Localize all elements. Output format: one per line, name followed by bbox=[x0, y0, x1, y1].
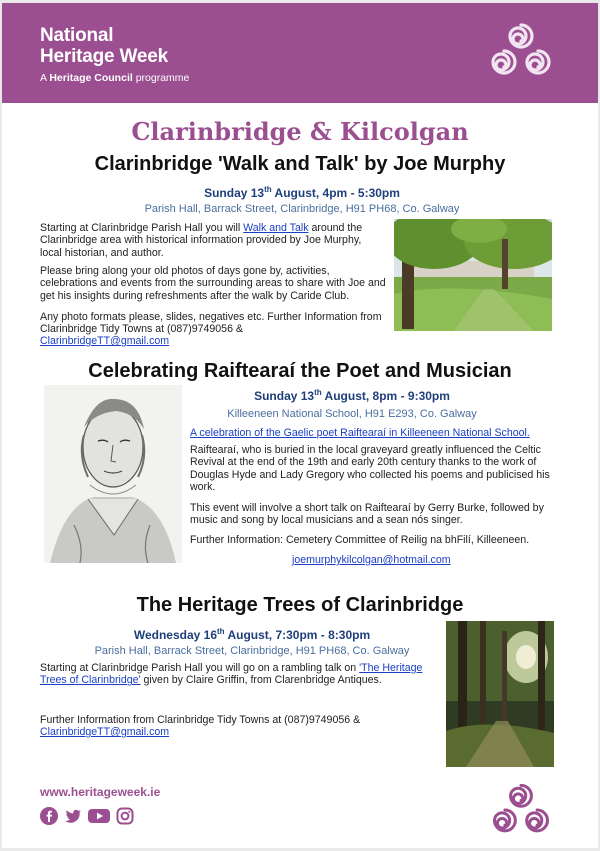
event-2-paragraph-3: Further Information: Cemetery Committee of Reilig na bhFilí, Killeeneen. bbox=[190, 534, 530, 546]
event-3-date bbox=[102, 627, 402, 642]
event-3-day-sup: th bbox=[217, 627, 225, 636]
event-2-email-link[interactable]: joemurphykilcolgan@hotmail.com bbox=[292, 554, 451, 566]
header-banner bbox=[2, 3, 598, 103]
brand-tagline bbox=[40, 72, 189, 84]
facebook-icon[interactable] bbox=[40, 807, 58, 825]
brand-line-1: National bbox=[40, 25, 114, 46]
youtube-icon[interactable] bbox=[88, 807, 110, 825]
twitter-icon[interactable] bbox=[64, 807, 82, 825]
event-1-p1-b: around the Clarinbridge area with historical information provided by Joe Murphy, local historian, and author. bbox=[40, 222, 363, 259]
event-3-p1-a: Starting at Clarinbridge Parish Hall you will go on a rambling talk on bbox=[40, 662, 360, 674]
event-1-time: August, 4pm - 5:30pm bbox=[271, 186, 400, 200]
event-3-time: August, 7:30pm - 8:30pm bbox=[224, 628, 371, 642]
footer-triple-spiral-icon bbox=[486, 781, 556, 839]
event-1-title: Clarinbridge 'Walk and Talk' by Joe Murphy bbox=[94, 153, 506, 175]
event-2-time: August, 8pm - 9:30pm bbox=[321, 389, 450, 403]
event-3-email-link[interactable]: ClarinbridgeTT@gmail.com bbox=[40, 726, 170, 738]
event-1-paragraph-1 bbox=[40, 222, 386, 259]
event-1-day-sup: th bbox=[264, 185, 272, 194]
tag-prefix: A bbox=[40, 72, 50, 84]
flyer-page bbox=[2, 3, 598, 848]
event-1-day: Sunday 13 bbox=[204, 186, 265, 200]
event-1-email-link[interactable]: ClarinbridgeTT@gmail.com bbox=[40, 335, 170, 347]
event-2-title: Celebrating Raiftearaí the Poet and Musician bbox=[88, 360, 512, 382]
event-1-p1-a: Starting at Clarinbridge Parish Hall you will bbox=[40, 222, 244, 234]
event-1-date bbox=[152, 185, 452, 200]
event-1-paragraph-2: Please bring along your old photos of days gone by, activities, celebrations and events from the surrounding areas to share with Joe and get his insights during refreshments after the walk by Caride Club. bbox=[40, 265, 386, 302]
walk-and-talk-link[interactable]: Walk and Talk bbox=[243, 222, 309, 234]
event-3-p1-b: given by Claire Griffin, from Clarenbridge Antiques. bbox=[140, 674, 382, 687]
event-2-day: Sunday 13 bbox=[254, 389, 315, 403]
event-3-paragraph-1 bbox=[40, 662, 430, 687]
event-2-venue: Killeeneen National School, H91 E293, Co. Galway bbox=[227, 408, 477, 420]
footer-website-link[interactable]: www.heritageweek.ie bbox=[40, 785, 161, 799]
event-1-venue: Parish Hall, Barrack Street, Clarinbridge, H91 PH68, Co. Galway bbox=[144, 203, 460, 215]
event-1-paragraph-3: Any photo formats please, slides, negatives etc. Further Information from Clarinbridge Tidy Towns at (087)9749056 & bbox=[40, 311, 382, 336]
triple-spiral-icon bbox=[484, 21, 558, 81]
raiftearai-portrait bbox=[44, 385, 182, 563]
event-3-day: Wednesday 16 bbox=[133, 628, 217, 642]
event-2-date bbox=[202, 388, 502, 403]
social-icons bbox=[40, 807, 134, 825]
heritage-trees-link[interactable]: 'The Heritage Trees of Clarinbridge' bbox=[40, 662, 423, 687]
event-2-paragraph-1: Raiftearaí, who is buried in the local graveyard greatly influenced the Celtic Revival at the end of the 19th and early 20th century thanks to the work of Douglas Hyde and Lady Gregory who collected his poems and publicised his work. bbox=[190, 444, 550, 494]
event-3-title: The Heritage Trees of Clarinbridge bbox=[136, 594, 464, 616]
event-3-paragraph-2: Further Information from Clarinbridge Tidy Towns at (087)9749056 & bbox=[40, 714, 361, 726]
park-photo bbox=[394, 219, 552, 331]
brand-line-2: Heritage Week bbox=[40, 46, 168, 67]
event-2-paragraph-2: This event will involve a short talk on Raiftearaí by Gerry Burke, followed by music and song by local musicians and a sean nós singer. bbox=[190, 502, 544, 527]
tag-bold: Heritage Council bbox=[49, 72, 133, 84]
brand-logo bbox=[40, 25, 189, 84]
event-2-celebration-link[interactable]: A celebration of the Gaelic poet Raiftearaí in Killeeneen National School. bbox=[190, 427, 530, 439]
event-2-day-sup: th bbox=[314, 388, 322, 397]
event-3-venue: Parish Hall, Barrack Street, Clarinbridge, H91 PH68, Co. Galway bbox=[94, 645, 410, 657]
tag-suffix: programme bbox=[132, 72, 190, 84]
woodland-photo bbox=[446, 621, 554, 767]
location-title: Clarinbridge & Kilcolgan bbox=[131, 117, 469, 146]
instagram-icon[interactable] bbox=[116, 807, 134, 825]
